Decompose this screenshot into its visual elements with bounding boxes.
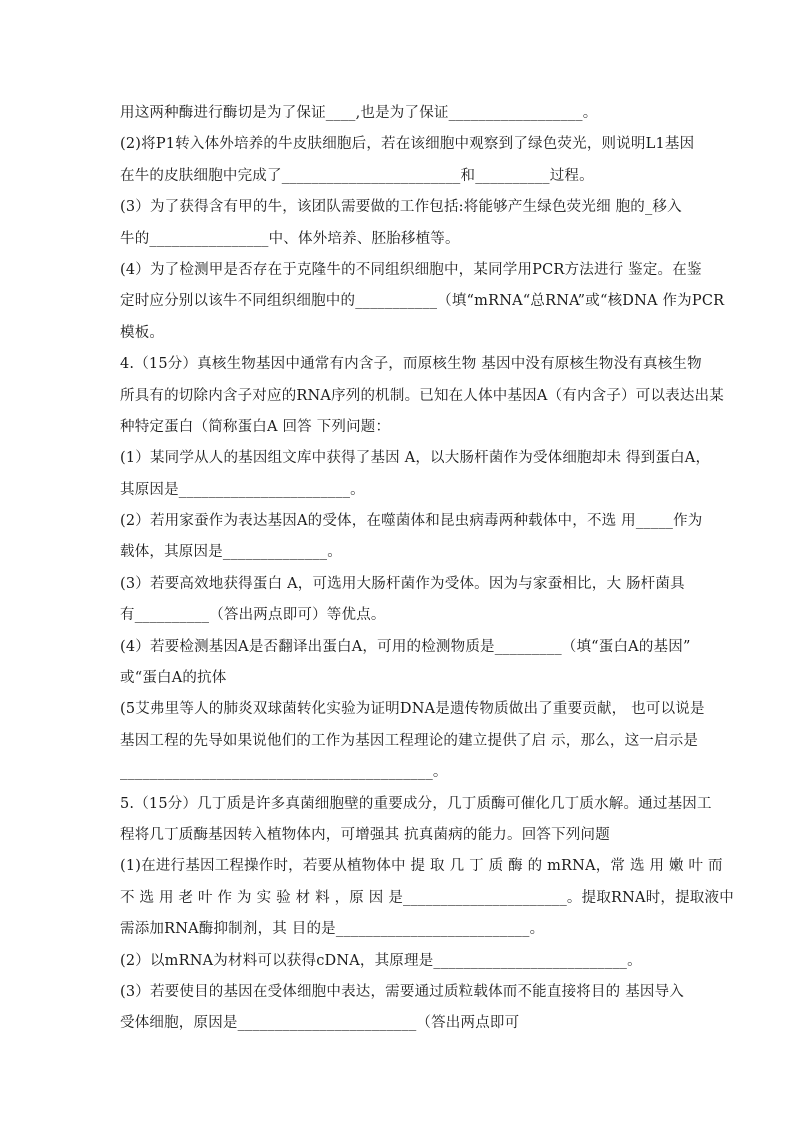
text-line: (1）某同学从人的基因组文库中获得了基因 A，以大肠杆菌作为受体细胞却未 得到蛋白A，	[120, 450, 711, 467]
text-line: (3）若要高效地获得蛋白 A，可选用大肠杆菌作为受体。因为与家蚕相比，大 肠杆菌具	[120, 575, 685, 592]
text-line: (5艾弗里等人的肺炎双球菌转化实验为证明DNA是遗传物质做出了重要贡献， 也可以说是	[120, 701, 705, 718]
text-line: 基因工程的先导如果说他们的工作为基因工程理论的建立提供了启 示，那么，这一启示是	[120, 732, 699, 749]
question-5-heading: 5.（15分）几丁质是许多真菌细胞壁的重要成分，几丁质酶可催化几丁质水解。通过基因工	[120, 795, 712, 812]
document-page	[120, 98, 734, 1040]
text-line: 程将几丁质酶基因转入植物体内，可增强其 抗真菌病的能力。回答下列问题	[120, 826, 610, 843]
text-line: (3）为了获得含有甲的牛，该团队需要做的工作包括:将能够产生绿色荧光细 胞的_移入	[120, 199, 682, 216]
text-line: 有__________（答出两点即可）等优点。	[120, 607, 386, 624]
text-line: 不 选 用 老 叶 作 为 实 验 材 料 ，原 因 是______________________。提取RNA时，提取液中	[120, 889, 734, 906]
text-line: 模板。	[120, 324, 165, 341]
text-line: 用这两种酶进行酶切是为了保证____,也是为了保证__________________。	[120, 105, 598, 121]
text-line: 牛的________________中、体外培养、胚胎移植等。	[120, 230, 460, 247]
text-line: 或“蛋白A的抗体	[120, 670, 227, 687]
question-4-heading: 4.（15分）真核生物基因中通常有内含子，而原核生物 基因中没有原核生物没有真核生物	[120, 356, 702, 373]
text-line: 种特定蛋白（简称蛋白A 回答 下列问题：	[120, 418, 391, 435]
text-line: (2）若用家蚕作为表达基因A的受体，在噬菌体和昆虫病毒两种载体中，不选 用_____作为	[120, 513, 703, 530]
text-line: (3）若要使目的基因在受体细胞中表达，需要通过质粒载体而不能直接将目的 基因导入	[120, 983, 684, 1000]
text-line: 在牛的皮肤细胞中完成了________________________和__________过程。	[120, 167, 594, 184]
text-line: (2)将P1转入体外培养的牛皮肤细胞后，若在该细胞中观察到了绿色荧光，则说明L1基因	[120, 136, 695, 153]
text-line: 需添加RNA酶抑制剂，其 目的是__________________________。	[120, 921, 545, 938]
text-line: (1)在进行基因工程操作时，若要从植物体中 提 取 几 丁 质 酶 的 mRNA，常 选 用 嫩 叶 而	[120, 858, 723, 875]
text-line: 其原因是_______________________。	[120, 481, 365, 498]
answer-blank-line: __________________________________________。	[120, 764, 448, 781]
text-line: (4）为了检测甲是否存在于克隆牛的不同组织细胞中，某同学用PCR方法进行 鉴定。在鉴	[120, 261, 702, 278]
text-line: 定时应分别以该牛不同组织细胞中的___________（填“mRNA“总RNA”或“核DNA 作为PCR	[120, 293, 725, 310]
text-line: 受体细胞，原因是________________________（答出两点即可	[120, 1015, 520, 1032]
text-line: 所具有的切除内含子对应的RNA序列的机制。已知在人体中基因A（有内含子）可以表达出某	[120, 387, 724, 404]
text-line: (4）若要检测基因A是否翻译出蛋白A，可用的检测物质是_________（填“蛋白A的基因”	[120, 638, 691, 655]
text-line: (2）以mRNA为材料可以获得cDNA，其原理是__________________________。	[120, 952, 642, 969]
text-line: 载体，其原因是______________。	[120, 544, 342, 561]
